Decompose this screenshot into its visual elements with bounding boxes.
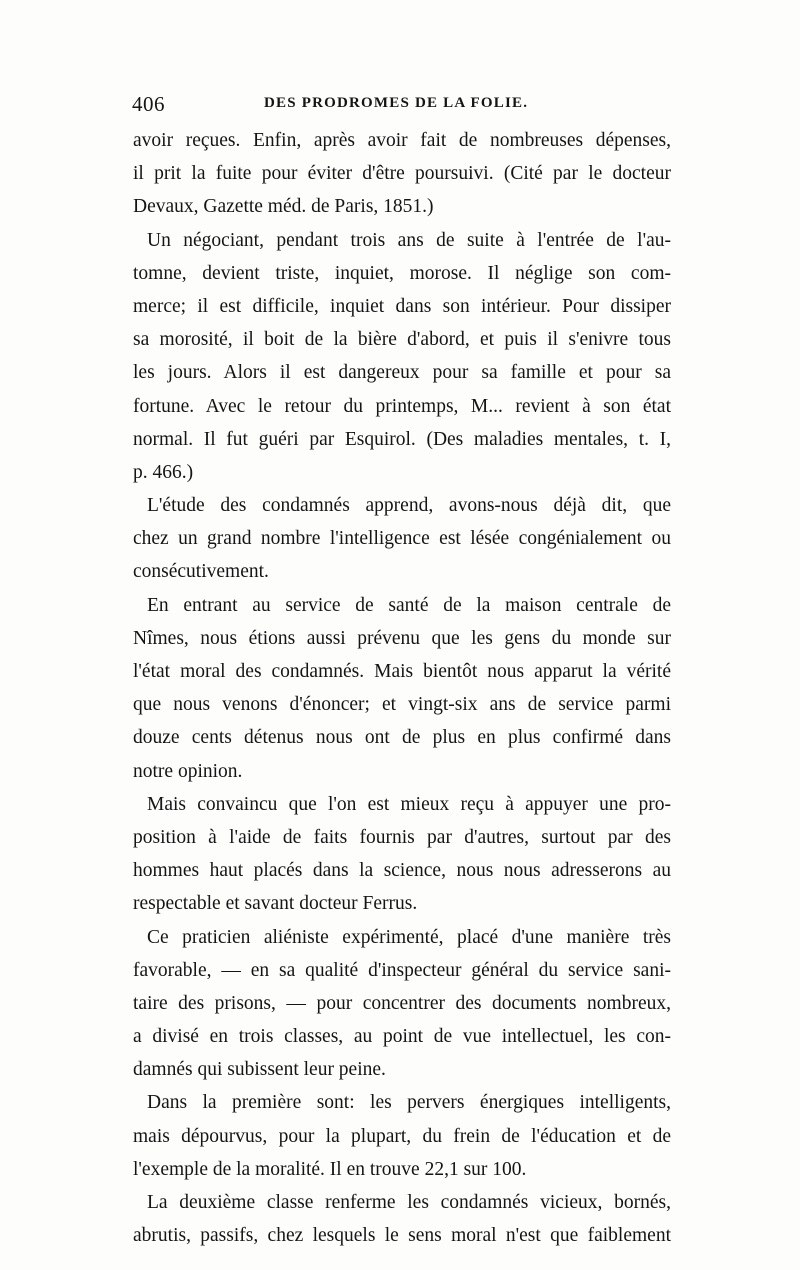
text-line: favorable, — en sa qualité d'inspecteur général du service sani-: [133, 959, 671, 981]
text-line: Un négociant, pendant trois ans de suite à l'entrée de l'au-: [147, 229, 671, 251]
text-line: respectable et savant docteur Ferrus.: [133, 893, 418, 915]
text-line: douze cents détenus nous ont de plus en plus confirmé dans: [133, 727, 671, 749]
text-line: sa morosité, il boit de la bière d'abord, et puis il s'enivre tous: [133, 329, 671, 351]
text-line: Mais convaincu que l'on est mieux reçu à appuyer une pro-: [147, 793, 671, 815]
text-line: l'état moral des condamnés. Mais bientôt nous apparut la vérité: [133, 661, 671, 682]
text-line: que nous venons d'énoncer; et vingt-six ans de service parmi: [133, 694, 671, 716]
text-line: il prit la fuite pour éviter d'être poursuivi. (Cité par le docteur: [133, 163, 671, 185]
text-line: L'étude des condamnés apprend, avons-nous déjà dit, que: [147, 495, 671, 517]
text-line: La deuxième classe renferme les condamnés vicieux, bornés,: [147, 1192, 671, 1213]
text-line: abrutis, passifs, chez lesquels le sens moral n'est que faiblement: [133, 1225, 671, 1247]
text-line: Ce praticien aliéniste expérimenté, placé d'une manière très: [147, 926, 671, 948]
text-line: l'exemple de la moralité. Il en trouve 22,1 sur 100.: [133, 1158, 527, 1180]
text-line: fortune. Avec le retour du printemps, M... revient à son état: [133, 395, 671, 417]
text-line: mais dépourvus, pour la plupart, du frein de l'éducation et de: [133, 1125, 671, 1147]
page-number: 406: [132, 92, 165, 116]
text-line: merce; il est difficile, inquiet dans son intérieur. Pour dissiper: [133, 295, 671, 317]
text-line: damnés qui subissent leur peine.: [133, 1059, 386, 1081]
text-line: chez un grand nombre l'intelligence est lésée congénialement ou: [133, 528, 671, 550]
text-line: avoir reçues. Enfin, après avoir fait de nombreuses dépenses,: [133, 130, 671, 151]
text-line: taire des prisons, — pour concentrer des documents nombreux,: [133, 992, 671, 1014]
body-text: [133, 124, 671, 1252]
text-line: p. 466.): [133, 461, 194, 483]
text-line: normal. Il fut guéri par Esquirol. (Des maladies mentales, t. I,: [133, 428, 671, 450]
text-line: les jours. Alors il est dangereux pour sa famille et pour sa: [133, 362, 671, 384]
text-line: Dans la première sont: les pervers énergiques intelligents,: [147, 1092, 671, 1114]
text-line: a divisé en trois classes, au point de vue intellectuel, les con-: [133, 1026, 671, 1048]
running-title: DES PRODROMES DE LA FOLIE.: [264, 95, 529, 111]
text-line: tomne, devient triste, inquiet, morose. Il néglige son com-: [133, 262, 671, 284]
text-line: position à l'aide de faits fournis par d'autres, surtout par des: [133, 826, 671, 848]
page-header: [132, 92, 670, 122]
text-line: En entrant au service de santé de la maison centrale de: [147, 594, 671, 616]
text-line: hommes haut placés dans la science, nous nous adresserons au: [133, 860, 671, 882]
text-line: Nîmes, nous étions aussi prévenu que les gens du monde sur: [133, 627, 671, 649]
text-line: consécutivement.: [133, 561, 269, 583]
text-line: Devaux, Gazette méd. de Paris, 1851.): [133, 196, 434, 218]
text-line: notre opinion.: [133, 760, 243, 782]
